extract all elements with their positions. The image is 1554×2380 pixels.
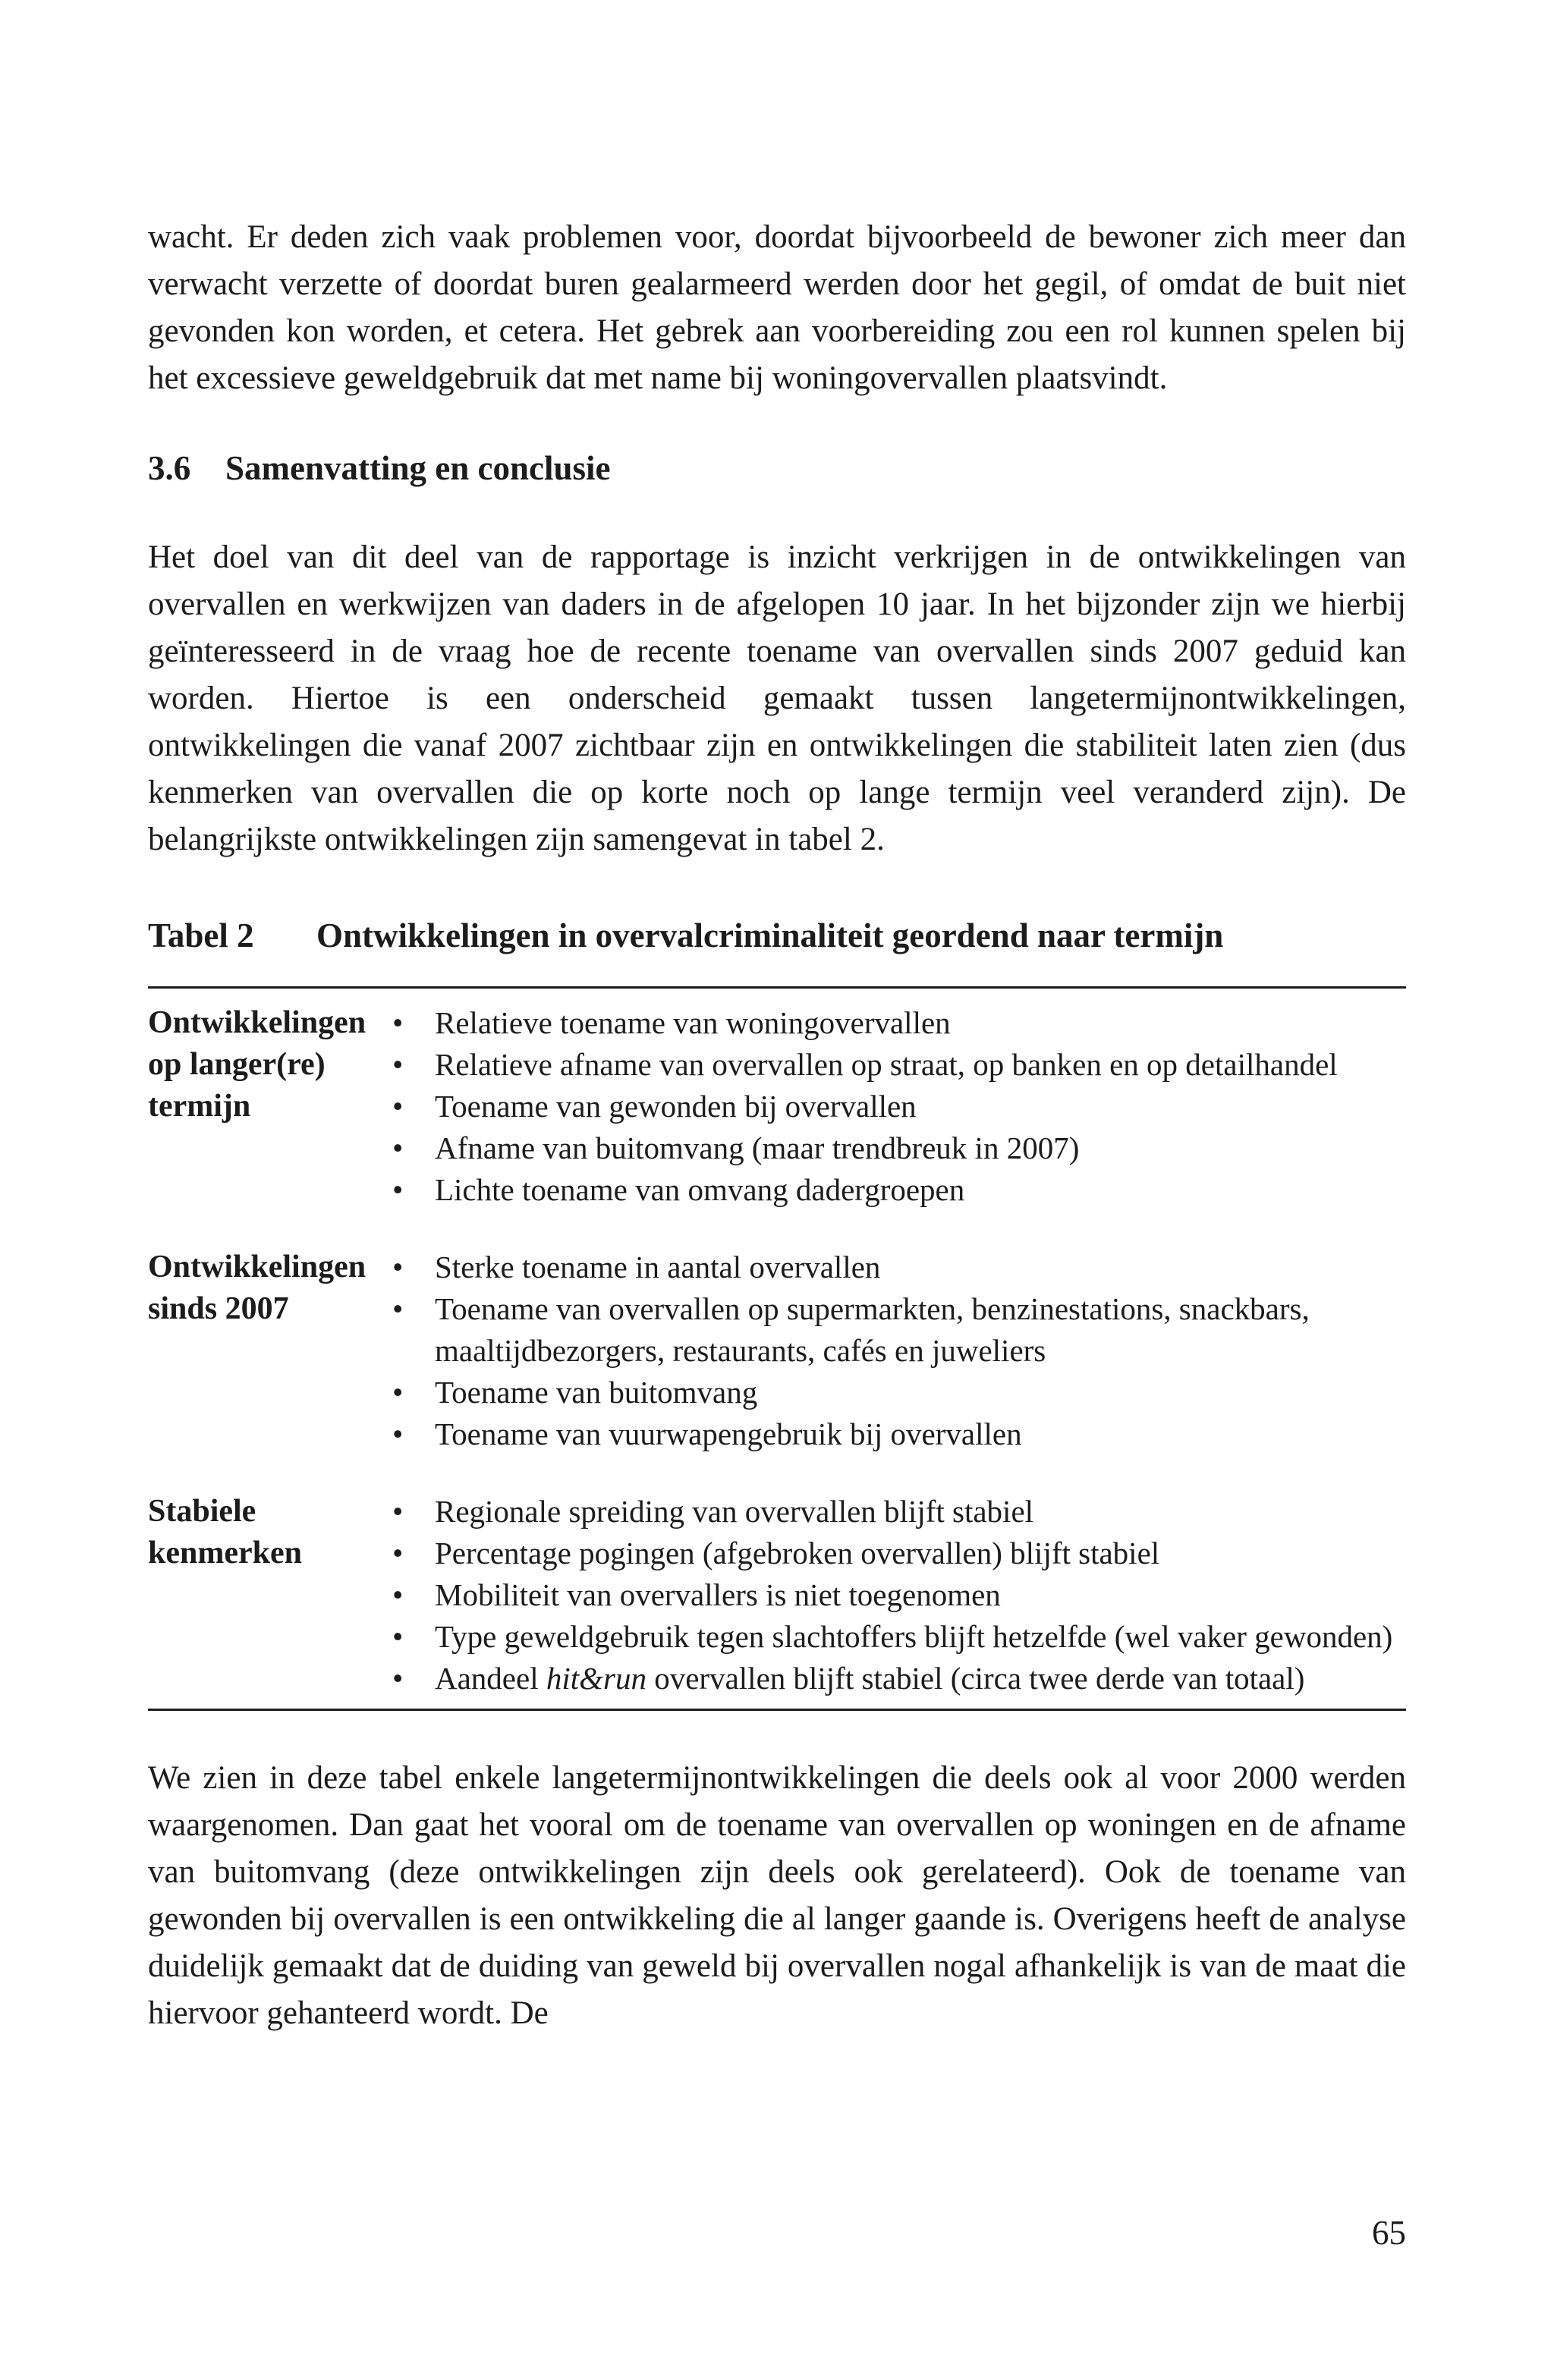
item-text: Aandeel — [435, 1661, 546, 1696]
group-label-line: op langer(re) — [148, 1047, 326, 1082]
list-item — [392, 1658, 1406, 1699]
group-label-line: Ontwikkelingen — [148, 1250, 366, 1284]
page-number: 65 — [1372, 2214, 1406, 2252]
group-label-line: kenmerken — [148, 1536, 302, 1570]
list-item: • Toename van overvallen op supermarkten, benzinestations, snackbars, maaltijdbezorgers, restaurants, cafés en juweliers — [392, 1288, 1406, 1372]
table-group-since-2007 — [148, 1247, 1406, 1455]
list-item: • Lichte toename van omvang dadergroepen — [392, 1169, 1406, 1211]
list-item: • Afname van buitomvang (maar trendbreuk in 2007) — [392, 1127, 1406, 1169]
group-items — [392, 1247, 1406, 1455]
developments-table — [148, 986, 1406, 1711]
list-item: • Toename van gewonden bij overvallen — [392, 1086, 1406, 1127]
table-label: Tabel 2 — [148, 916, 254, 954]
list-item: • Sterke toename in aantal overvallen — [392, 1247, 1406, 1288]
table-group-stable — [148, 1491, 1406, 1699]
top-paragraph: wacht. Er deden zich vaak problemen voor, doordat bijvoorbeeld de bewoner zich meer dan verwacht verzette of doordat buren gealarmeerd werden door het gegil, of omdat de buit niet gevonden kon worden, et cetera. Het gebrek aan voorbereiding zou een rol kunnen spelen bij het excessieve geweldgebruik dat met name bij woningovervallen plaatsvindt. — [148, 219, 1406, 396]
group-label-line: sinds 2007 — [148, 1291, 289, 1326]
group-label-line: Ontwikkelingen — [148, 1005, 366, 1040]
section-number: 3.6 — [148, 449, 191, 487]
group-label — [148, 1247, 392, 1455]
group-label — [148, 1002, 392, 1211]
table-caption — [148, 912, 1406, 959]
list-item: • Toename van buitomvang — [392, 1372, 1406, 1413]
list-item: • Relatieve toename van woningovervallen — [392, 1002, 1406, 1044]
table-group-long-term — [148, 1002, 1406, 1211]
group-label-line: termijn — [148, 1089, 251, 1124]
table-caption-text: Ontwikkelingen in overvalcriminaliteit geordend naar termijn — [316, 916, 1224, 954]
list-item: • Relatieve afname van overvallen op straat, op banken en op detailhandel — [392, 1044, 1406, 1086]
page-content — [148, 214, 1406, 2037]
group-label — [148, 1491, 392, 1699]
group-items — [392, 1491, 1406, 1699]
list-item: • Percentage pogingen (afgebroken overvallen) blijft stabiel — [392, 1533, 1406, 1574]
intro-paragraph: Het doel van dit deel van de rapportage is inzicht verkrijgen in de ontwikkelingen van overvallen en werkwijzen van daders in de afgelopen 10 jaar. In het bijzonder zijn we hierbij geïnteresseerd in de vraag hoe de recente toename van overvallen sinds 2007 geduid kan worden. Hiertoe is een onderscheid gemaakt tussen langetermijnontwikkelingen, ontwikkelingen die vanaf 2007 zichtbaar zijn en ontwikkelingen die stabiliteit laten zien (dus kenmerken van overvallen die op korte noch op lange termijn veel veranderd zijn). De belangrijkste ontwikkelingen zijn samengevat in tabel 2. — [148, 539, 1406, 857]
section-heading — [148, 445, 1406, 492]
list-item: • Regionale spreiding van overvallen blijft stabiel — [392, 1491, 1406, 1533]
list-item: • Mobiliteit van overvallers is niet toegenomen — [392, 1574, 1406, 1616]
list-item: • Toename van vuurwapengebruik bij overvallen — [392, 1413, 1406, 1455]
closing-paragraph: We zien in deze tabel enkele langetermijnontwikkelingen die deels ook al voor 2000 werden waargenomen. Dan gaat het vooral om de toename van overvallen op woningen en de afname van buitomvang (deze ontwikkelingen zijn deels ook gerelateerd). Ook de toename van gewonden bij overvallen is een ontwikkeling die al langer gaande is. Overigens heeft de analyse duidelijk gemaakt dat de duiding van geweld bij overvallen nogal afhankelijk is van de maat die hiervoor gehanteerd wordt. De — [148, 1760, 1406, 2031]
list-item: • Type geweldgebruik tegen slachtoffers blijft hetzelfde (wel vaker gewonden) — [392, 1616, 1406, 1658]
group-items — [392, 1002, 1406, 1211]
group-label-line: Stabiele — [148, 1494, 256, 1529]
item-emphasis: hit&run — [546, 1661, 646, 1696]
section-title: Samenvatting en conclusie — [225, 449, 611, 487]
item-text: overvallen blijft stabiel (circa twee derde van totaal) — [646, 1661, 1305, 1696]
